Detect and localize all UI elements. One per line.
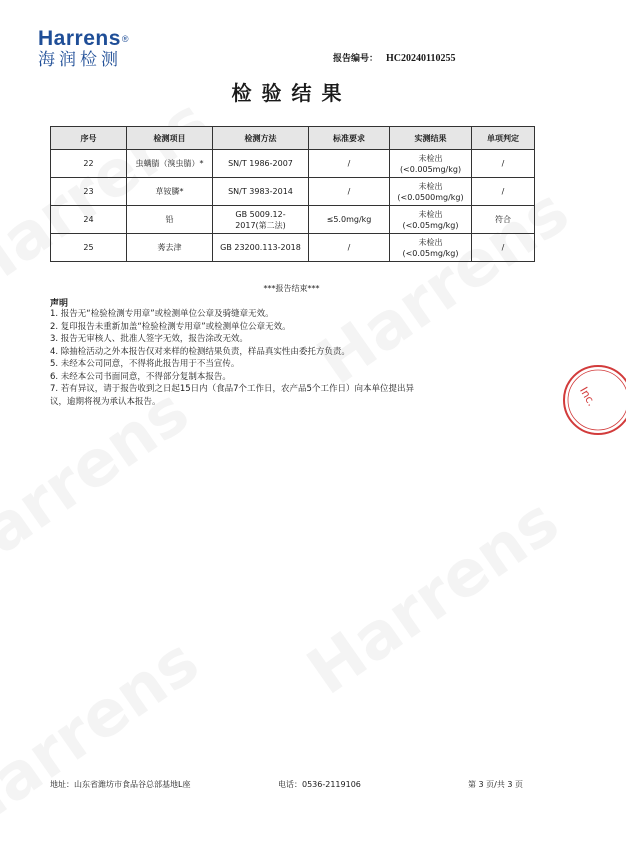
cell-no: 23 <box>51 178 127 206</box>
cell-method <box>213 150 309 178</box>
declaration-item: 4. 除抽检活动之外本报告仅对来样的检测结果负责，样品真实性由委托方负责。 <box>50 346 350 357</box>
logo-text-en: Harrens <box>38 27 121 50</box>
declaration-item: 3. 报告无审核人、批准人签字无效，报告涂改无效。 <box>50 334 248 344</box>
table-row <box>51 234 535 262</box>
report-number-value: HC20240110255 <box>386 53 456 64</box>
declaration-item: 6. 未经本公司书面同意，不得部分复制本报告。 <box>50 371 231 382</box>
method-line: GB 5009.12- <box>235 209 286 219</box>
table-header-row <box>51 127 535 150</box>
result-limit: (<0.05mg/kg) <box>402 248 459 258</box>
cell-result <box>390 150 472 178</box>
watermark <box>0 624 212 849</box>
method-line: 2017(第二法) <box>235 220 286 230</box>
declaration-item: 2. 复印报告未重新加盖“检验检测专用章”或检测单位公章无效。 <box>50 321 291 332</box>
watermark <box>0 374 202 599</box>
seal-text: Inc. <box>577 384 599 409</box>
cell-item: 莠去津 <box>127 234 213 262</box>
column-header-standard: 标准要求 <box>309 127 390 150</box>
result-line: 未检出 <box>418 153 443 163</box>
declaration-item: 议，逾期将视为承认本报告。 <box>50 396 161 407</box>
registered-mark: ® <box>121 34 130 44</box>
cell-method <box>213 178 309 206</box>
cell-judgement: / <box>472 150 535 178</box>
column-header-item: 检测项目 <box>127 127 213 150</box>
results-table <box>50 126 535 262</box>
result-limit: (<0.0500mg/kg) <box>397 192 464 202</box>
cell-method <box>213 234 309 262</box>
result-limit: (<0.005mg/kg) <box>399 164 462 174</box>
cell-item: 铅 <box>127 206 213 234</box>
cell-judgement: / <box>472 178 535 206</box>
page-title: 检验结果 <box>231 81 352 105</box>
cell-item: 虫螨腈（溴虫腈）* <box>127 150 213 178</box>
column-header-result: 实测结果 <box>390 127 472 150</box>
cell-result <box>390 206 472 234</box>
table-row <box>51 150 535 178</box>
declaration-item: 5. 未经本公司同意，不得将此报告用于不当宣传。 <box>50 359 240 369</box>
company-logo <box>38 28 158 70</box>
cell-method <box>213 206 309 234</box>
method-line: SN/T 3983-2014 <box>228 187 293 196</box>
table-row <box>51 206 535 234</box>
watermark <box>295 484 572 709</box>
cell-no: 22 <box>51 150 127 178</box>
column-header-judgement: 单项判定 <box>472 127 535 150</box>
column-header-no: 序号 <box>51 127 127 150</box>
report-number <box>333 51 455 64</box>
table-row <box>51 178 535 206</box>
method-line: GB 23200.113-2018 <box>220 243 301 252</box>
cell-result <box>390 178 472 206</box>
footer-phone: 电话：0536-2119106 <box>278 780 361 789</box>
report-end-note: ***报告结束*** <box>263 284 320 293</box>
cell-result <box>390 234 472 262</box>
cell-standard: / <box>309 178 390 206</box>
cell-no: 25 <box>51 234 127 262</box>
cell-standard: / <box>309 234 390 262</box>
cell-judgement: / <box>472 234 535 262</box>
seal-stamp <box>556 360 626 440</box>
cell-item: 草铵膦* <box>127 178 213 206</box>
declaration-list <box>50 308 540 408</box>
result-limit: (<0.05mg/kg) <box>402 220 459 230</box>
footer-page-number: 第 3 页/共 3 页 <box>468 780 524 789</box>
footer-address: 地址：山东省潍坊市食品谷总部基地L座 <box>50 780 191 789</box>
result-line: 未检出 <box>418 181 443 191</box>
column-header-method: 检测方法 <box>213 127 309 150</box>
declaration-item: 7. 若有异议，请于报告收到之日起15日内（食品7个工作日，农产品5个工作日）向本单位提出异 <box>50 384 414 394</box>
result-line: 未检出 <box>418 209 443 219</box>
declaration-title: 声明 <box>50 299 69 309</box>
declaration-item: 1. 报告无“检验检测专用章”或检测单位公章及骑缝章无效。 <box>50 309 274 319</box>
result-line: 未检出 <box>418 237 443 247</box>
logo-text-cn: 海润检测 <box>38 50 122 70</box>
cell-standard: / <box>309 150 390 178</box>
cell-no: 24 <box>51 206 127 234</box>
report-number-label: 报告编号： <box>333 54 379 64</box>
method-line: SN/T 1986-2007 <box>228 159 293 168</box>
cell-judgement: 符合 <box>472 206 535 234</box>
cell-standard: ≤5.0mg/kg <box>309 206 390 234</box>
